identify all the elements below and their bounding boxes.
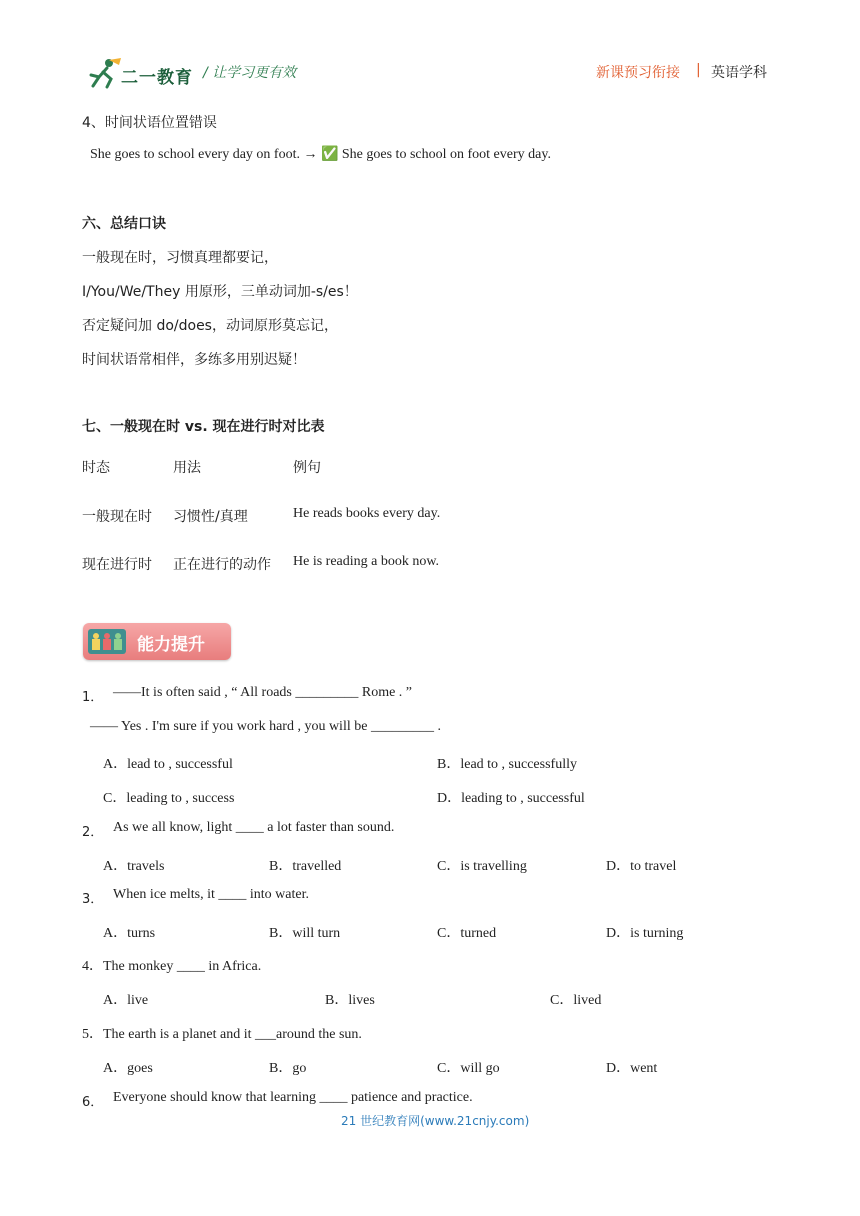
question-number (82, 1023, 362, 1043)
rhyme-line: 否定疑问加 do/does，动词原形莫忘记， (82, 318, 338, 334)
rhyme-line: I/You/We/They 用原形，三单动词加-s/es！ (82, 284, 358, 300)
badge-label: 能力提升 (137, 635, 205, 655)
question-stem: As we all know, light ____ a lot faster than sound. (113, 820, 395, 835)
table-cell: 正在进行的动作 (173, 557, 271, 573)
question-stem: ——It is often said , “ All roads _________ Rome . ” (113, 685, 413, 700)
table-cell: 现在进行时 (82, 557, 152, 573)
section6-heading: 六、总结口诀 (82, 216, 166, 232)
course-label: 新课预习衔接 (596, 65, 680, 81)
option-c: C．leading to , success (103, 791, 235, 806)
table-header-cell: 用法 (173, 460, 201, 476)
question-number: 6． (82, 1095, 104, 1110)
table-cell: He reads books every day. (293, 506, 441, 521)
option-a: A．turns (103, 926, 156, 941)
ability-badge (83, 623, 231, 660)
slogan: / 让学习更有效 (203, 65, 297, 81)
table-cell: He is reading a book now. (293, 554, 440, 569)
question-number: 2． (82, 825, 104, 840)
subject-label: 英语学科 (711, 65, 767, 81)
question-number: 3． (82, 892, 104, 907)
footer-source: 21 世纪教育网(www.21cnjy.com) (341, 1114, 530, 1128)
question-stem: The monkey ____ in Africa. (103, 959, 262, 974)
option-b: B．go (269, 1061, 307, 1076)
option-b: B．travelled (269, 859, 342, 874)
question-stem: —— Yes . I'm sure if you work hard , you will be _________ . (90, 719, 441, 734)
option-a: A．goes (103, 1061, 153, 1076)
option-b: B．lead to , successfully (437, 757, 577, 772)
option-d: D．is turning (606, 926, 684, 941)
option-d: D．leading to , successful (437, 791, 585, 806)
logo-text: 二一教育 (121, 68, 193, 88)
table-header-cell: 时态 (82, 460, 110, 476)
option-c: C．is travelling (437, 859, 527, 874)
running-man-logo-icon (83, 57, 123, 89)
table-cell: 一般现在时 (82, 509, 152, 525)
option-a: A．live (103, 993, 149, 1008)
question-stem: The earth is a planet and it ___around the sun. (103, 1027, 362, 1042)
option-c: C．will go (437, 1061, 500, 1076)
header-separator: | (696, 62, 701, 78)
people-icon (88, 629, 126, 654)
option-b: B．will turn (269, 926, 341, 941)
question-number-text: 5． (82, 1027, 103, 1042)
table-header-cell: 例句 (293, 460, 321, 476)
option-d: D．to travel (606, 859, 677, 874)
rhyme-line: 一般现在时，习惯真理都要记， (82, 250, 278, 266)
option-c: C．turned (437, 926, 497, 941)
question-number-text: 4． (82, 959, 103, 974)
option-b: B．lives (325, 993, 375, 1008)
question-number: 1． (82, 690, 104, 705)
option-a: A．lead to , successful (103, 757, 233, 772)
rhyme-line: 时间状语常相伴，多练多用别迟疑！ (82, 352, 306, 368)
option-a: A．travels (103, 859, 165, 874)
question-stem: Everyone should know that learning ____ patience and practice. (113, 1090, 473, 1105)
section4-example: She goes to school every day on foot. → ✅ She goes to school on foot every day. (90, 147, 551, 162)
question-stem: When ice melts, it ____ into water. (113, 887, 309, 902)
section7-heading: 七、一般现在时 vs. 现在进行时对比表 (82, 419, 325, 435)
section4-heading: 4、时间状语位置错误 (82, 115, 217, 131)
table-cell: 习惯性/真理 (173, 509, 248, 525)
option-c: C．lived (550, 993, 602, 1008)
option-d: D．went (606, 1061, 658, 1076)
question-number (82, 955, 261, 975)
